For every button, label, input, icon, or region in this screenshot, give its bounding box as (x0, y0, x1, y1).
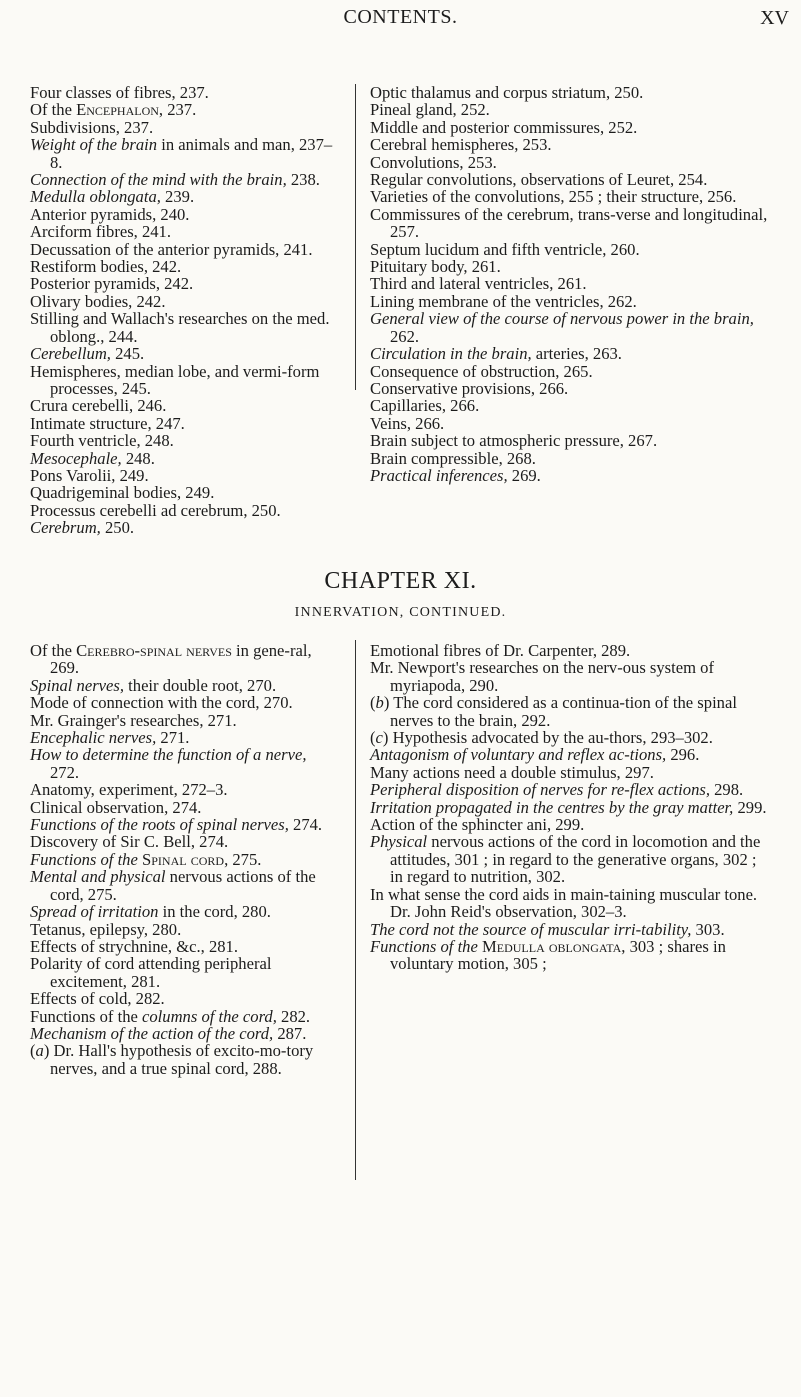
entry-text: ) The cord considered as a continua-tion of the spinal nerves to the brain, 292. (383, 693, 737, 730)
contents-entry (370, 432, 770, 449)
entry-text: Peripheral disposition of nerves for re-flex actions, (370, 780, 710, 800)
contents-entry (370, 101, 770, 118)
contents-entry (370, 450, 770, 467)
entry-text: Effects of strychnine, &c., 281. (30, 936, 238, 956)
contents-entry (30, 101, 337, 118)
entry-text: Spinal nerves, (30, 675, 125, 695)
entry-text: Anterior pyramids, 240. (30, 204, 190, 224)
entry-text: How to determine the function of a nerve, (30, 745, 307, 765)
entry-text: Mechanism of the action of the cord, (30, 1023, 274, 1043)
entry-text: , 237. (158, 100, 197, 120)
entry-text: Of the (30, 100, 77, 120)
entry-text: Connection of the mind with the brain, (30, 170, 287, 190)
entry-text: columns of the cord, (142, 1006, 277, 1026)
entry-text: Mode of connection with the cord, 270. (30, 693, 293, 713)
entry-text: 245. (110, 344, 145, 364)
entry-text: 303. (691, 919, 725, 939)
contents-entry (30, 450, 337, 467)
chapter-subheading: INNERVATION, CONTINUED. (294, 605, 507, 620)
entry-text: 296. (666, 745, 700, 765)
entry-text: 238. (286, 170, 320, 190)
contents-entry (30, 519, 337, 536)
contents-entry (370, 293, 770, 310)
running-header (0, 6, 801, 32)
entry-text: 299. (733, 797, 767, 817)
contents-entry (30, 415, 337, 432)
contents-entry (370, 119, 770, 136)
entry-text: ) Dr. Hall's hypothesis of excito-mo-tory nerves, and a true spinal cord, 288. (43, 1041, 314, 1078)
entry-text: Mental and physical (30, 867, 166, 887)
contents-entry (370, 781, 770, 798)
contents-entry (370, 154, 770, 171)
entry-text: nervous actions of the cord, 275. (50, 867, 316, 904)
entry-text: Middle and posterior commissures, 252. (370, 117, 638, 137)
entry-text: The cord not the source of muscular irri-tability, (370, 919, 692, 939)
contents-entry (370, 764, 770, 781)
contents-entry (30, 677, 337, 694)
entry-text: Functions of the roots of spinal nerves, (30, 815, 289, 835)
contents-entry (30, 816, 337, 833)
contents-entry (370, 345, 770, 362)
contents-entry (370, 938, 770, 973)
entry-text: Pons Varolii, 249. (30, 465, 149, 485)
contents-entry (370, 258, 770, 275)
entry-text: 269. (507, 465, 541, 485)
entry-text: Tetanus, epilepsy, 280. (30, 919, 182, 939)
entry-text: Regular convolutions, observations of Leuret, 254. (370, 170, 708, 190)
contents-entry (370, 659, 770, 694)
contents-entry (30, 136, 337, 171)
entry-text: Antagonism of voluntary and reflex ac-tions, (370, 745, 667, 765)
contents-entry (370, 467, 770, 484)
contents-entry (370, 206, 770, 241)
contents-entry (370, 642, 770, 659)
contents-entry (370, 380, 770, 397)
entry-text: Processus cerebelli ad cerebrum, 250. (30, 500, 281, 520)
entry-text: 262. (390, 326, 420, 346)
entry-text: Conservative provisions, 266. (370, 378, 569, 398)
entry-text: a (35, 1041, 44, 1061)
entry-text: in the cord, 280. (158, 902, 271, 922)
contents-entry (30, 694, 337, 711)
entry-text: Restiform bodies, 242. (30, 257, 182, 277)
page-number: XV (760, 7, 789, 29)
contents-entry (370, 84, 770, 101)
contents-entry (30, 397, 337, 414)
contents-entry (30, 833, 337, 850)
contents-entry (30, 293, 337, 310)
entry-text: Irritation propagated in the centres by the gray matter, (370, 797, 734, 817)
contents-entry (30, 258, 337, 275)
entry-text: General view of the course of nervous power in the brain, (370, 309, 754, 329)
entry-text: Polarity of cord attending peripheral excitement, 281. (30, 954, 272, 991)
entry-text: Subdivisions, 237. (30, 117, 154, 137)
entry-text: Cerebrum, (30, 518, 101, 538)
entry-text: Mr. Grainger's researches, 271. (30, 710, 237, 730)
contents-entry (30, 171, 337, 188)
entry-text: Decussation of the anterior pyramids, 241. (30, 239, 313, 259)
entry-text: arteries, 263. (531, 344, 622, 364)
entry-text: in animals and man, 237–8. (50, 135, 333, 172)
entry-text: Septum lucidum and fifth ventricle, 260. (370, 239, 640, 259)
entry-text: Pituitary body, 261. (370, 257, 501, 277)
contents-column-left-top (30, 84, 337, 537)
contents-entry (30, 467, 337, 484)
entry-text: 248. (121, 448, 155, 468)
entry-text: Encephalon (76, 100, 159, 120)
contents-entry (370, 921, 770, 938)
entry-text: Arciform fibres, 241. (30, 222, 172, 242)
contents-entry (30, 119, 337, 136)
entry-text: Fourth ventricle, 248. (30, 431, 174, 451)
entry-text: Intimate structure, 247. (30, 413, 185, 433)
contents-entry (30, 781, 337, 798)
entry-text: , 303 ; shares in voluntary motion, 305 ; (390, 936, 726, 974)
entry-text: Stilling and Wallach's researches on the med. oblong., 244. (30, 309, 330, 346)
entry-text: Medulla oblongata, (30, 187, 161, 207)
entry-text: Olivary bodies, 242. (30, 291, 166, 311)
contents-entry (370, 241, 770, 258)
contents-column-right-bottom (370, 642, 770, 973)
contents-entry (30, 712, 337, 729)
contents-entry (30, 275, 337, 292)
entry-text: Four classes of fibres, 237. (30, 83, 209, 102)
entry-text: Pineal gland, 252. (370, 100, 490, 120)
entry-text: Cerebellum, (30, 344, 111, 364)
entry-text: Spinal cord (142, 849, 225, 869)
entry-text: Third and lateral ventricles, 261. (370, 274, 587, 294)
contents-entry (30, 84, 337, 101)
entry-text: nervous actions of the cord in locomotion and the attitudes, 301 ; in regard to the generative organs, 302 ; in regard to nutrition, 302. (390, 832, 761, 887)
entry-text: 250. (100, 518, 135, 538)
contents-entry (370, 275, 770, 292)
contents-entry (370, 833, 770, 885)
entry-text: Capillaries, 266. (370, 396, 480, 416)
contents-entry (30, 206, 337, 223)
contents-entry (30, 484, 337, 501)
contents-entry (30, 851, 337, 868)
contents-entry (30, 363, 337, 398)
entry-text: Functions of the (30, 1006, 142, 1026)
entry-text: c (375, 728, 383, 748)
entry-text: Hemispheres, median lobe, and vermi-form processes, 245. (30, 361, 320, 398)
entry-text: Mesocephale, (30, 448, 122, 468)
entry-text: , 275. (224, 849, 262, 869)
entry-text: Consequence of obstruction, 265. (370, 361, 593, 381)
contents-entry (370, 746, 770, 763)
chapter-heading: CHAPTER XI. (324, 568, 477, 594)
entry-text: Convolutions, 253. (370, 152, 497, 172)
contents-entry (30, 799, 337, 816)
entry-text: Clinical observation, 274. (30, 797, 202, 817)
entry-text: Cerebro-spinal nerves (76, 641, 232, 660)
entry-text: ( (370, 693, 376, 713)
contents-entry (30, 921, 337, 938)
contents-entry (370, 363, 770, 380)
contents-entry (30, 868, 337, 903)
entry-text: 272. (50, 762, 80, 782)
contents-entry (370, 729, 770, 746)
contents-entry (370, 188, 770, 205)
contents-entry (30, 223, 337, 240)
contents-entry (370, 171, 770, 188)
entry-text: their double root, 270. (124, 675, 277, 695)
entry-text: Lining membrane of the ventricles, 262. (370, 291, 637, 311)
contents-entry (30, 502, 337, 519)
contents-entry (30, 241, 337, 258)
entry-text: Cerebral hemispheres, 253. (370, 135, 552, 155)
entry-text: Weight of the brain (30, 135, 158, 155)
column-divider (355, 84, 356, 390)
entry-text: Crura cerebelli, 246. (30, 396, 167, 416)
entry-text: Emotional fibres of Dr. Carpenter, 289. (370, 641, 631, 660)
entry-text: Varieties of the convolutions, 255 ; their structure, 256. (370, 187, 737, 207)
entry-text: Functions of the (370, 936, 482, 956)
contents-entry (30, 1008, 337, 1025)
contents-entry (370, 415, 770, 432)
contents-entry (30, 1025, 337, 1042)
entry-text: Circulation in the brain, (370, 344, 532, 364)
entry-text: Practical inferences, (370, 465, 508, 485)
entry-text: Mr. Newport's researches on the nerv-ous system of myriapoda, 290. (370, 658, 714, 695)
entry-text: Commissures of the cerebrum, trans-verse and longitudinal, 257. (370, 204, 768, 242)
contents-entry (30, 642, 337, 677)
contents-entry (370, 136, 770, 153)
contents-entry (30, 432, 337, 449)
entry-text: Of the (30, 641, 77, 660)
entry-text: 282. (276, 1006, 311, 1026)
contents-entry (30, 188, 337, 205)
contents-entry (370, 799, 770, 816)
entry-text: Effects of cold, 282. (30, 989, 165, 1009)
entry-text: ( (370, 728, 376, 748)
contents-entry (370, 694, 770, 729)
entry-text: Optic thalamus and corpus striatum, 250. (370, 83, 644, 102)
contents-entry (30, 903, 337, 920)
entry-text: 287. (273, 1023, 307, 1043)
entry-text: Posterior pyramids, 242. (30, 274, 194, 294)
contents-entry (370, 310, 770, 345)
entry-text: Discovery of Sir C. Bell, 274. (30, 832, 229, 852)
entry-text: Veins, 266. (370, 413, 445, 433)
entry-text: Quadrigeminal bodies, 249. (30, 483, 215, 503)
contents-entry (30, 1042, 337, 1077)
entry-text: Brain compressible, 268. (370, 448, 536, 468)
entry-text: Brain subject to atmospheric pressure, 267. (370, 431, 658, 451)
contents-column-left-bottom (30, 642, 337, 1077)
entry-text: Action of the sphincter ani, 299. (370, 815, 585, 835)
contents-entry (370, 886, 770, 921)
entry-text: 274. (288, 815, 323, 835)
contents-entry (370, 397, 770, 414)
contents-column-right-top (370, 84, 770, 484)
contents-entry (370, 816, 770, 833)
entry-text: ( (30, 1041, 36, 1061)
entry-text: 271. (156, 728, 190, 748)
entry-text: Many actions need a double stimulus, 297. (370, 762, 654, 782)
contents-entry (30, 990, 337, 1007)
contents-entry (30, 955, 337, 990)
entry-text: In what sense the cord aids in main-taining muscular tone. Dr. John Reid's observation, 302–3. (370, 884, 758, 922)
column-divider (355, 640, 356, 1180)
entry-text: Functions of the (30, 849, 142, 869)
entry-text: Anatomy, experiment, 272–3. (30, 780, 228, 800)
entry-text: b (375, 693, 384, 713)
entry-text: Physical (370, 832, 428, 852)
entry-text: in gene-ral, 269. (50, 641, 312, 678)
entry-text: ) Hypothesis advocated by the au-thors, 293–302. (382, 728, 713, 748)
entry-text: Encephalic nerves, (30, 728, 157, 748)
entry-text: Spread of irritation (30, 902, 159, 922)
contents-entry (30, 310, 337, 345)
entry-text: 298. (709, 780, 744, 800)
contents-entry (30, 729, 337, 746)
contents-entry (30, 746, 337, 781)
entry-text: Medulla oblongata (482, 936, 622, 956)
contents-entry (30, 345, 337, 362)
entry-text: 239. (160, 187, 195, 207)
contents-entry (30, 938, 337, 955)
page-title: CONTENTS. (343, 6, 458, 28)
